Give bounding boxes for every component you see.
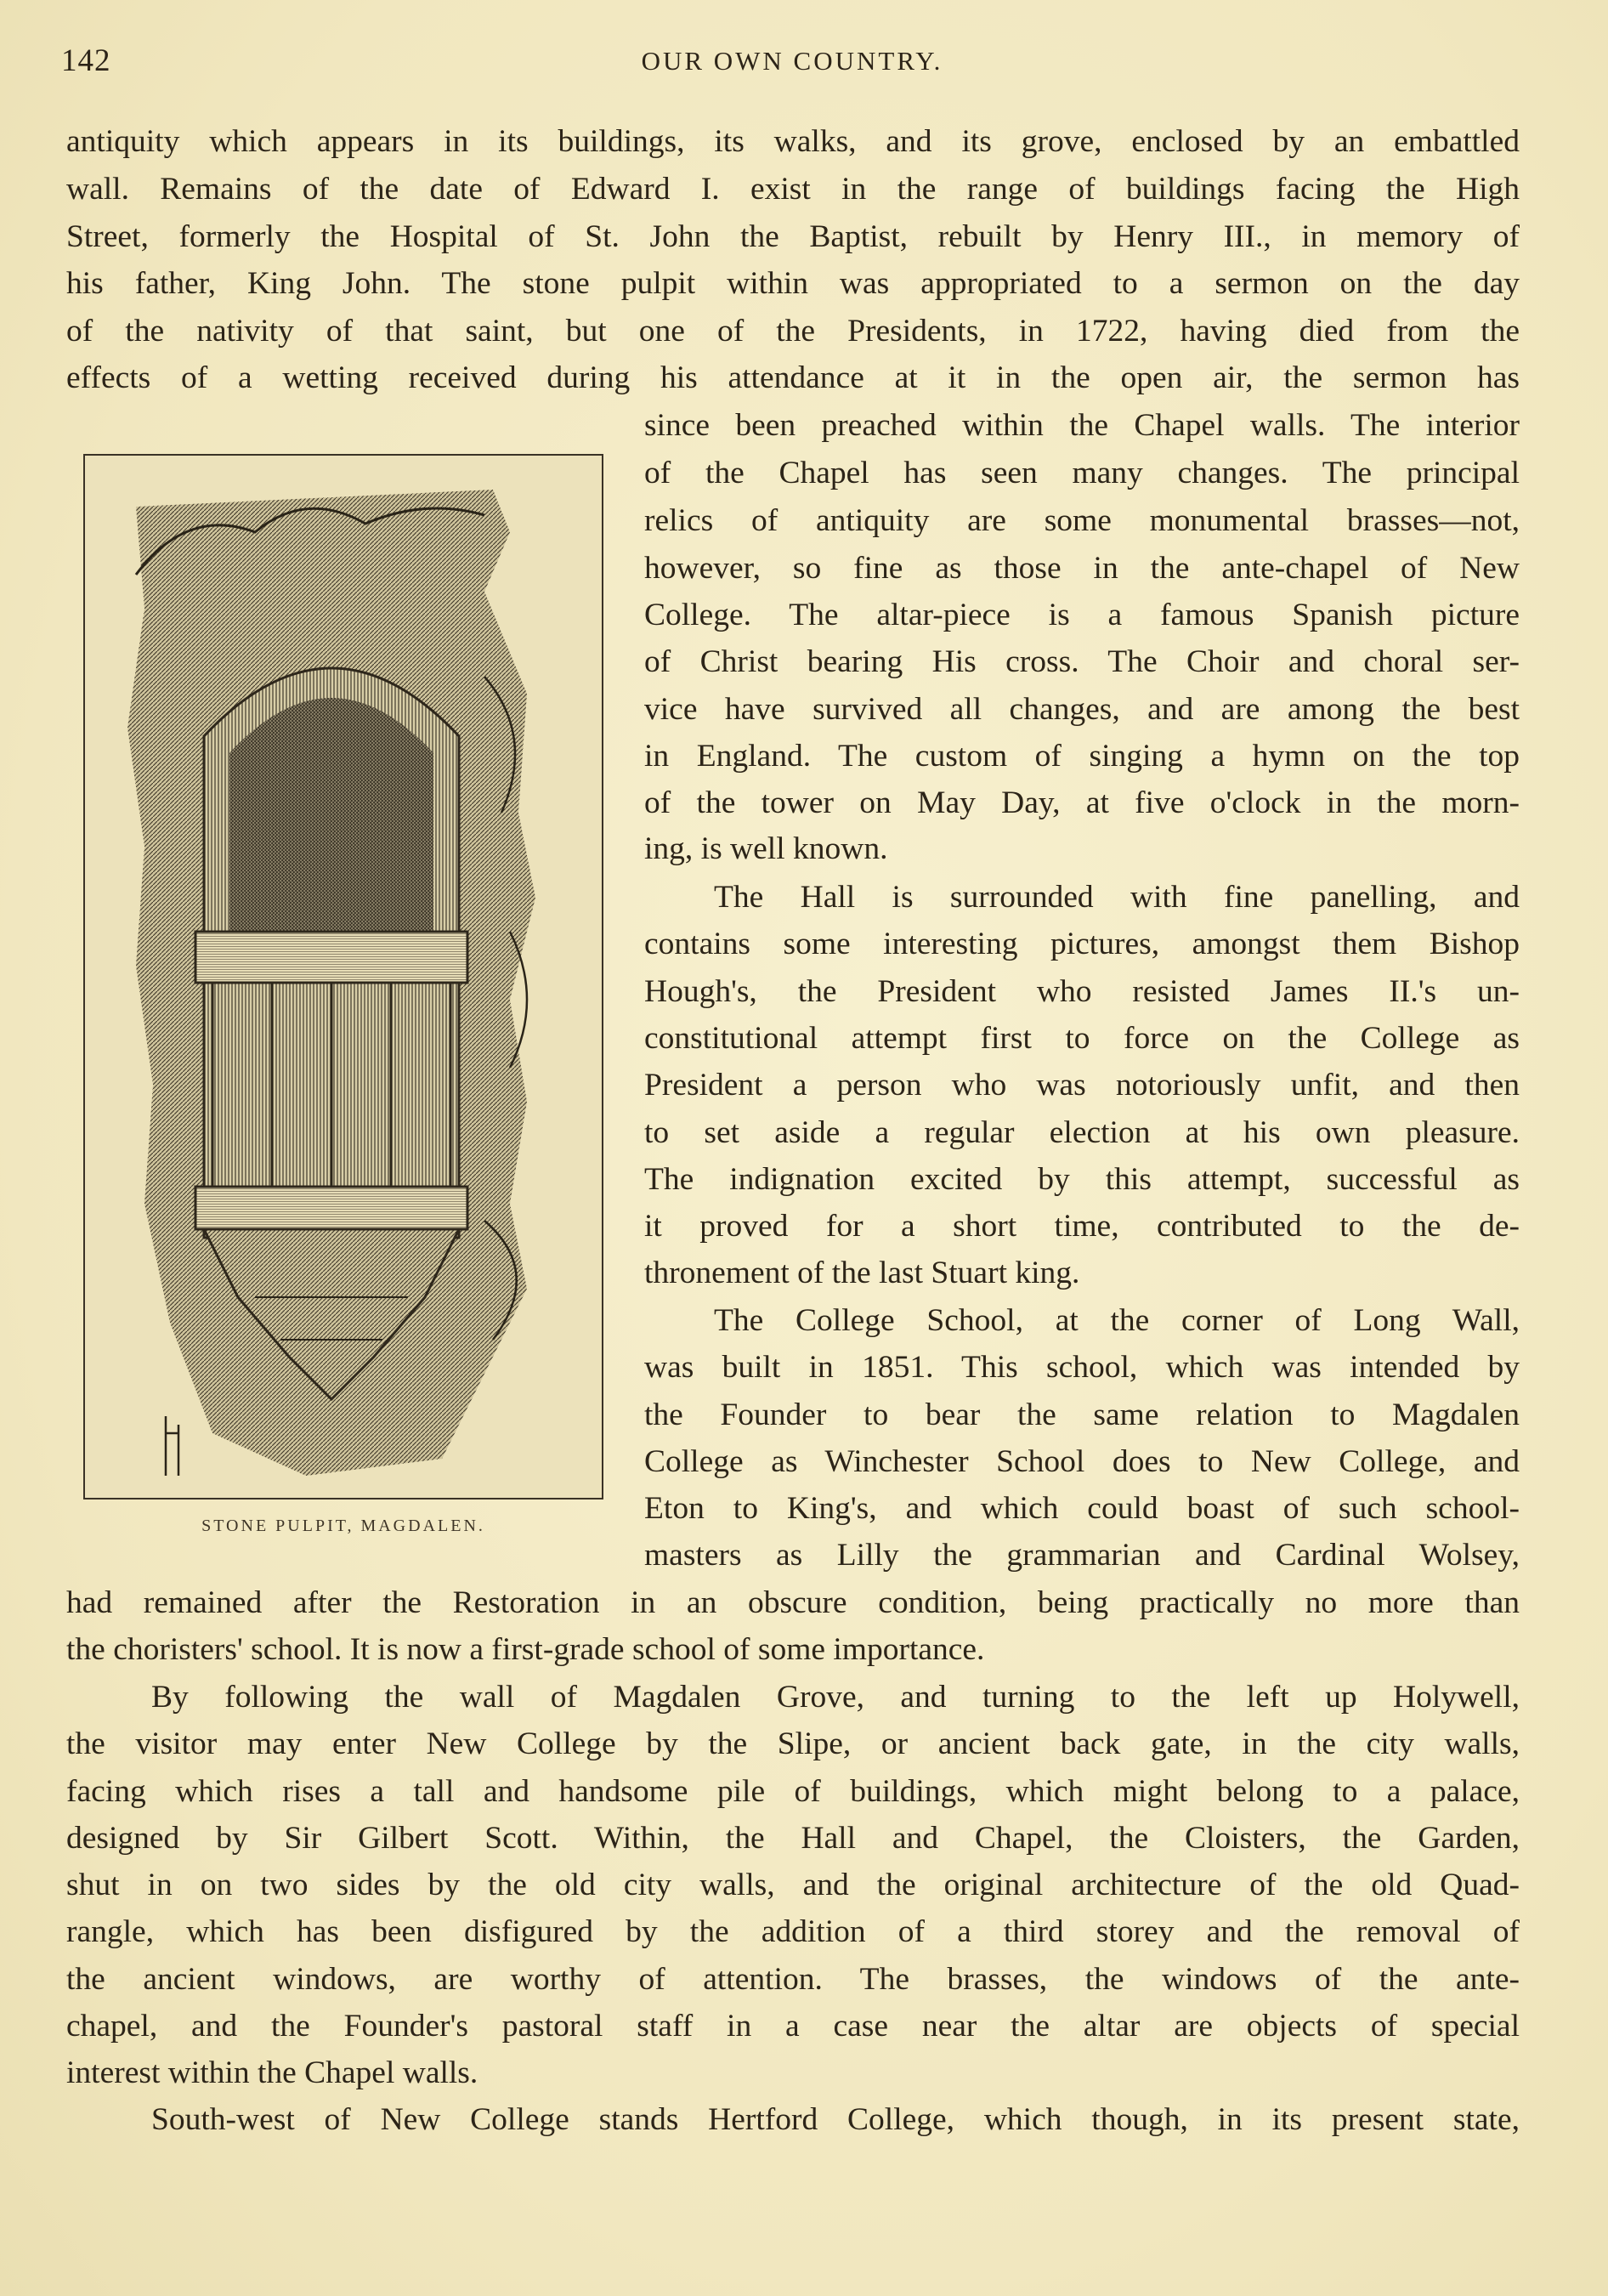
figure-caption: STONE PULPIT, MAGDALEN. bbox=[201, 1516, 485, 1535]
text-line: Street, formerly the Hospital of St. John the Baptist, rebuilt by Henry III., in memory of bbox=[66, 219, 1520, 254]
text-line: effects of a wetting received during his attendance at it in the open air, the sermon has bbox=[66, 360, 1520, 395]
pulpit-engraving bbox=[85, 456, 602, 1498]
text-line: rangle, which has been disfigured by the addition of a third storey and the removal of bbox=[66, 1914, 1520, 1949]
text-line: College. The altar-piece is a famous Spanish picture bbox=[644, 598, 1520, 632]
text-line: in England. The custom of singing a hymn on the top bbox=[644, 739, 1520, 774]
text-line: Hough's, the President who resisted James II.'s un- bbox=[644, 974, 1520, 1009]
text-line: President a person who was notoriously unfit, and then bbox=[644, 1068, 1520, 1103]
text-line: contains some interesting pictures, amongst them Bishop bbox=[644, 927, 1520, 961]
text-line: of the tower on May Day, at five o'clock in the morn- bbox=[644, 785, 1520, 820]
text-line: shut in on two sides by the old city walls, and the original architecture of the old Quad- bbox=[66, 1868, 1520, 1902]
text-line: facing which rises a tall and handsome pile of buildings, which might belong to a palace, bbox=[66, 1774, 1520, 1809]
text-line: had remained after the Restoration in an obscure condition, being practically no more than bbox=[66, 1585, 1520, 1620]
text-line: the ancient windows, are worthy of attention. The brasses, the windows of the ante- bbox=[66, 1962, 1520, 1997]
text-line: chapel, and the Founder's pastoral staff in a case near the altar are objects of special bbox=[66, 2009, 1520, 2044]
illustration-stone-pulpit bbox=[83, 454, 603, 1499]
text-line: since been preached within the Chapel walls. The interior bbox=[644, 408, 1520, 443]
text-line: vice have survived all changes, and are among the best bbox=[644, 692, 1520, 727]
text-line: was built in 1851. This school, which was intended by bbox=[644, 1350, 1520, 1385]
text-line: constitutional attempt first to force on the College as bbox=[644, 1021, 1520, 1056]
text-line: interest within the Chapel walls. bbox=[66, 2055, 478, 2090]
text-line: The Hall is surrounded with fine panelling, and bbox=[714, 880, 1520, 915]
text-line: Eton to King's, and which could boast of such school- bbox=[644, 1491, 1520, 1526]
text-line: the choristers' school. It is now a first-grade school of some importance. bbox=[66, 1632, 985, 1667]
text-line: of Christ bearing His cross. The Choir and choral ser- bbox=[644, 644, 1520, 679]
text-line: his father, King John. The stone pulpit within was appropriated to a sermon on the day bbox=[66, 266, 1520, 301]
text-line: South-west of New College stands Hertford College, which though, in its present state, bbox=[151, 2102, 1520, 2137]
text-line: designed by Sir Gilbert Scott. Within, the Hall and Chapel, the Cloisters, the Garden, bbox=[66, 1821, 1520, 1856]
text-line: masters as Lilly the grammarian and Cardinal Wolsey, bbox=[644, 1538, 1520, 1573]
text-line: to set aside a regular election at his own pleasure. bbox=[644, 1115, 1520, 1150]
text-line: the Founder to bear the same relation to Magdalen bbox=[644, 1397, 1520, 1432]
running-head: OUR OWN COUNTRY. bbox=[641, 46, 943, 76]
text-line: antiquity which appears in its buildings, its walks, and its grove, enclosed by an embattled bbox=[66, 124, 1520, 159]
text-line: however, so fine as those in the ante-chapel of New bbox=[644, 551, 1520, 586]
text-line: of the nativity of that saint, but one of the Presidents, in 1722, having died from the bbox=[66, 314, 1520, 349]
text-line: relics of antiquity are some monumental brasses—not, bbox=[644, 503, 1520, 538]
text-line: it proved for a short time, contributed to the de- bbox=[644, 1209, 1520, 1244]
text-line: thronement of the last Stuart king. bbox=[644, 1256, 1080, 1290]
text-line: the visitor may enter New College by the Slipe, or ancient back gate, in the city walls, bbox=[66, 1726, 1520, 1761]
text-line: College as Winchester School does to New College, and bbox=[644, 1444, 1520, 1479]
page-header bbox=[61, 43, 1523, 85]
text-line: The indignation excited by this attempt, successful as bbox=[644, 1162, 1520, 1197]
page-number: 142 bbox=[61, 43, 111, 78]
text-line: ing, is well known. bbox=[644, 831, 888, 866]
text-line: By following the wall of Magdalen Grove, and turning to the left up Holywell, bbox=[151, 1680, 1520, 1715]
text-line: wall. Remains of the date of Edward I. exist in the range of buildings facing the High bbox=[66, 172, 1520, 207]
text-line: The College School, at the corner of Long Wall, bbox=[714, 1303, 1520, 1338]
text-line: of the Chapel has seen many changes. The principal bbox=[644, 456, 1520, 490]
